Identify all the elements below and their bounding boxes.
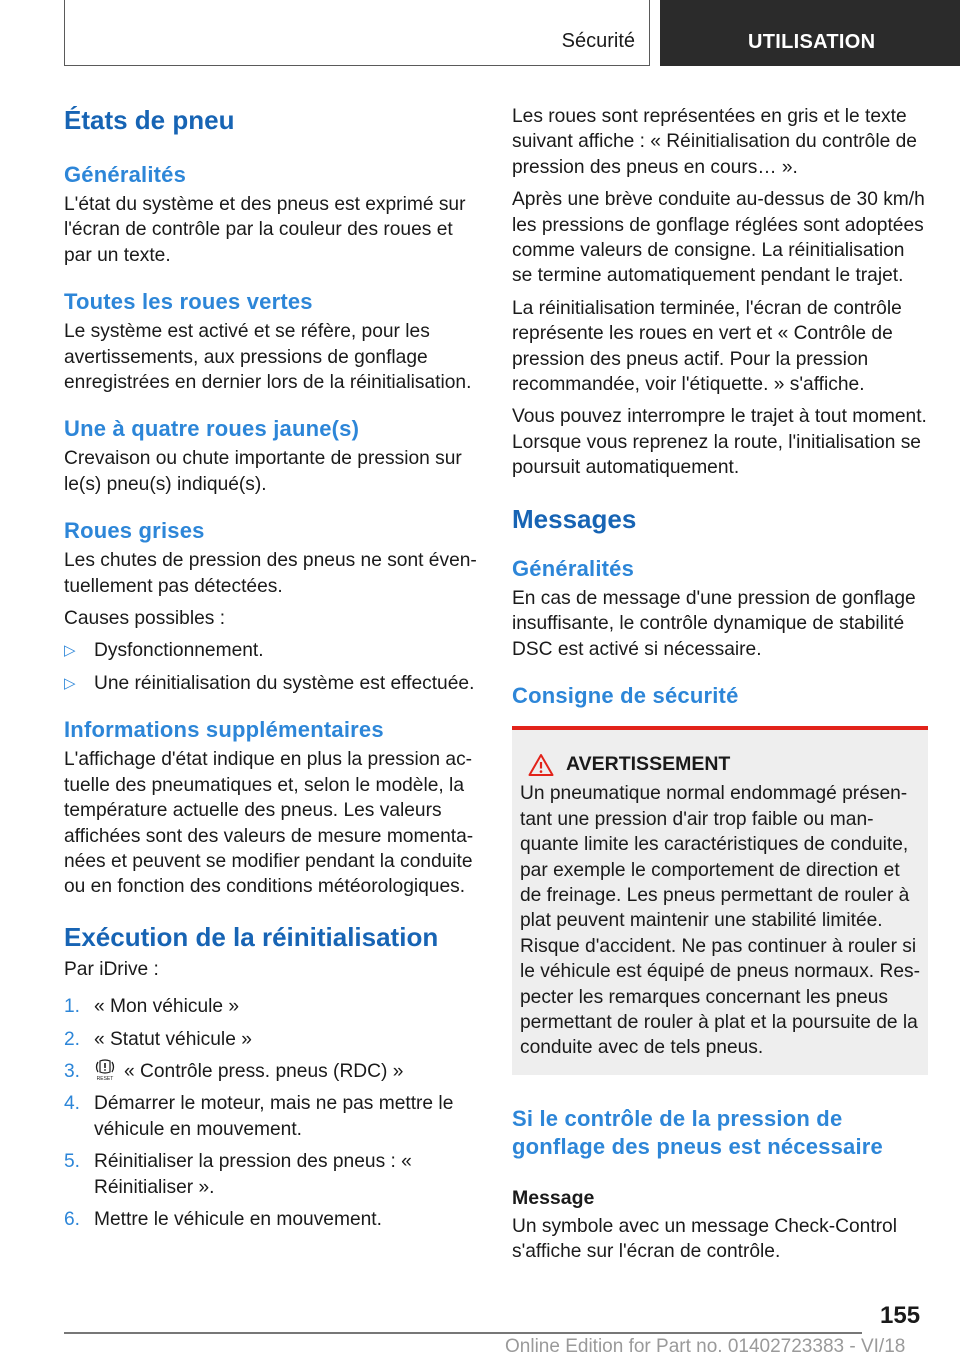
heading-yellow-wheels: Une à quatre roues jaune(s) bbox=[64, 416, 360, 442]
chapter-label: UTILISATION bbox=[748, 31, 876, 53]
svg-text:RESET: RESET bbox=[96, 1075, 114, 1081]
heading-reset: Exécution de la réinitialisation bbox=[64, 921, 439, 952]
left-column bbox=[64, 100, 478, 1232]
list-item: ▷ Dysfonctionnement. bbox=[64, 638, 478, 663]
text-generalites-messages: En cas de message d'une pression de gonflage insuffisante, le contrôle dynamique de stabilité DSC est activé si nécessaire. bbox=[512, 587, 916, 660]
hand-pointer-icon bbox=[0, 0, 30, 30]
text-causes: Causes possibles : bbox=[64, 608, 226, 630]
heading-grey-wheels: Roues grises bbox=[64, 518, 205, 544]
text-reset-progress: Les roues sont représentées en gris et le texte suivant affiche : « Réinitialisation du contrôle de pression des pneus en cours… ». bbox=[512, 106, 917, 178]
footer-edition: Online Edition for Part no. 01402723383 - VI/18 bbox=[505, 1336, 906, 1357]
list-item: ▷ Une réinitialisation du système est effectuée. bbox=[64, 671, 478, 696]
heading-safety-note: Consigne de sécurité bbox=[512, 682, 739, 708]
heading-green-wheels: Toutes les roues vertes bbox=[64, 289, 313, 315]
list-item: 6. Mettre le véhicule en mouvement. bbox=[64, 1208, 382, 1230]
tire-pressure-reset-icon bbox=[94, 1059, 116, 1081]
text-yellow-wheels: Crevaison ou chute importante de pression sur le(s) pneu(s) indiqué(s). bbox=[64, 448, 462, 495]
warning-triangle-icon bbox=[528, 753, 554, 777]
heading-messages: Messages bbox=[512, 503, 637, 534]
list-item: 5. Réinitialiser la pression des pneus : « Réinitialiser ». bbox=[64, 1151, 412, 1198]
text-additional-info: L'affichage d'état indique en plus la pression actuelle des pneumatiques et, selon le modèle, la température actuelle des pneus. Les valeurs affichées sont des valeurs de mesure momentanées et peuvent se modifier pendant la conduite ou en fonction des conditions météorologiques. bbox=[64, 749, 474, 898]
heading-additional-info: Informations supplémentaires bbox=[64, 717, 384, 743]
text-generalites: L'état du système et des pneus est exprimé sur l'écran de contrôle par la couleur des roues et par un texte. bbox=[64, 194, 466, 266]
warning-box bbox=[512, 726, 928, 1075]
page-header bbox=[0, 0, 960, 66]
warning-title: AVERTISSEMENT bbox=[520, 752, 920, 777]
triangle-bullet-icon: ▷ bbox=[64, 642, 76, 660]
warning-text: Un pneumatique normal endommagé présentant une pression d'air trop faible ou manquante limite les caractéristiques de conduite, par exemple le comportement de direction et de freinage. Les pneus permettant de rouler à plat peuvent maintenir une stabilité limitée. Risque d'accident. Ne pas continuer à rouler si le véhicule est équipé de pneus normaux. Respecter les remarques concernant les pneus permettant de rouler à plat et la poursuite de la conduite avec de tels pneus. bbox=[520, 783, 920, 1059]
page-title: États de pneu bbox=[64, 105, 235, 135]
right-column bbox=[512, 100, 928, 1265]
page-number: 155 bbox=[880, 1302, 921, 1329]
list-item: 3. RESET « Contrôle press. pneus (RDC) » bbox=[64, 1060, 404, 1082]
text-message: Un symbole avec un message Check-Control s'affiche sur l'écran de contrôle. bbox=[512, 1215, 897, 1263]
chapter-tab bbox=[660, 0, 960, 66]
text-idrive: Par iDrive : bbox=[64, 958, 159, 980]
text-green-wheels: Le système est activé et se réfère, pour les avertissements, aux pressions de gonflage enregistrées en dernier lors de la réinitialisation. bbox=[64, 321, 472, 394]
heading-rdc-required: Si le contrôle de la pression de gonflage des pneus est nécessaire bbox=[512, 1105, 883, 1159]
footer-divider bbox=[64, 1332, 862, 1334]
text-reset-complete: La réinitialisation terminée, l'écran de contrôle représente les roues en vert et « Contrôle de pression des pneus actif. Pour la pression recommandée, voir l'étiquette. » s'affiche. bbox=[512, 297, 902, 396]
list-item: 1. « Mon véhicule » bbox=[64, 996, 240, 1018]
list-item: 2. « Statut véhicule » bbox=[64, 1028, 252, 1050]
heading-generalites-messages: Généralités bbox=[512, 555, 635, 581]
section-label: Sécurité bbox=[561, 30, 635, 52]
text-grey-wheels: Les chutes de pression des pneus ne sont éventuellement pas détectées. bbox=[64, 550, 477, 597]
heading-generalites: Généralités bbox=[64, 162, 187, 187]
heading-message: Message bbox=[512, 1186, 595, 1209]
text-interrupt: Vous pouvez interrompre le trajet à tout moment. Lorsque vous reprenez la route, l'initialisation se poursuit automatiquement. bbox=[512, 406, 927, 479]
triangle-bullet-icon: ▷ bbox=[64, 674, 76, 692]
list-item: 4. Démarrer le moteur, mais ne pas mettre le véhicule en mouvement. bbox=[64, 1093, 454, 1140]
section-tab bbox=[64, 0, 650, 66]
text-reset-speed: Après une brève conduite au-dessus de 30 km/h les pressions de gonflage réglées sont adoptées comme valeurs de consigne. La réinitialisation se termine automatiquement pendant le trajet. bbox=[512, 189, 925, 287]
